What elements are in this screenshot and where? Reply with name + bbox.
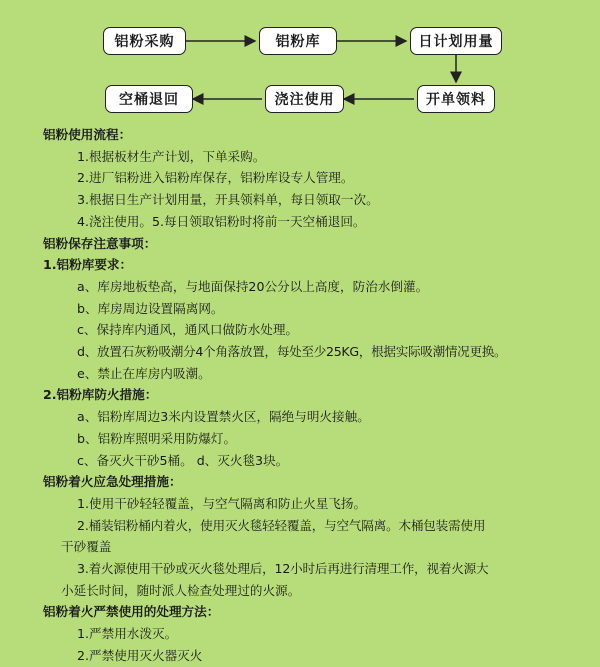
flow-box-bucket-return: 空桶退回 [105, 85, 193, 113]
requirement-item: a、库房地板垫高，与地面保持20公分以上高度，防治水倒灌。 [77, 278, 429, 294]
document-body [0, 124, 600, 667]
section-title-emergency: 铝粉着火应急处理措施： [43, 474, 182, 490]
section-title-forbidden: 铝粉着火严禁使用的处理方法： [43, 604, 220, 620]
emergency-item-continued: 小延长时间，随时派人检查处理过的火源。 [61, 582, 301, 598]
flowchart [0, 0, 600, 125]
forbidden-item: 2.严禁使用灭火器灭火 [77, 647, 203, 663]
forbidden-item: 1.严禁用水泼灭。 [77, 626, 178, 642]
fire-prevention-item: b、铝粉库照明采用防爆灯。 [77, 430, 237, 446]
requirement-item: e、禁止在库房内吸潮。 [77, 365, 211, 381]
process-item: 2.进厂铝粉进入铝粉库保存，铝粉库设专人管理。 [77, 170, 354, 186]
emergency-item-continued: 干砂覆盖 [61, 539, 112, 555]
flow-box-warehouse: 铝粉库 [259, 27, 337, 55]
flow-box-purchase: 铝粉采购 [103, 27, 186, 55]
fire-prevention-item: c、备灭火干砂5桶。 d、灭火毯3块。 [77, 452, 289, 468]
emergency-item: 3.着火源使用干砂或灭火毯处理后，12小时后再进行清理工作，视着火源大 [77, 561, 489, 577]
flow-box-pour-use: 浇注使用 [265, 85, 344, 113]
process-item: 1.根据板材生产计划，下单采购。 [77, 148, 266, 164]
section-title-storage: 铝粉保存注意事项： [43, 235, 157, 251]
flow-box-daily-plan: 日计划用量 [410, 27, 502, 55]
process-item: 3.根据日生产计划用量，开具领料单，每日领取一次。 [77, 192, 379, 208]
fire-prevention-item: a、铝粉库周边3米内设置禁火区，隔绝与明火接触。 [77, 409, 370, 425]
emergency-item: 2.桶装铝粉桶内着火，使用灭火毯轻轻覆盖，与空气隔离。木桶包装需使用 [77, 517, 486, 533]
requirement-item: b、库房周边设置隔离网。 [77, 300, 224, 316]
process-item: 4.浇注使用。5.每日领取铝粉时将前一天空桶退回。 [77, 213, 366, 229]
subsection-title-requirements: 1.铝粉库要求： [43, 257, 133, 273]
requirement-item: c、保持库内通风，通风口做防水处理。 [77, 322, 299, 338]
flow-box-requisition: 开单领料 [417, 85, 495, 113]
section-title-process: 铝粉使用流程： [43, 127, 132, 142]
requirement-item: d、放置石灰粉吸潮分4个角落放置，每处至少25KG，根据实际吸潮情况更换。 [77, 344, 507, 360]
emergency-item: 1.使用干砂轻轻覆盖，与空气隔离和防止火星飞扬。 [77, 495, 367, 511]
subsection-title-fire-prevention: 2.铝粉库防火措施： [43, 387, 158, 403]
